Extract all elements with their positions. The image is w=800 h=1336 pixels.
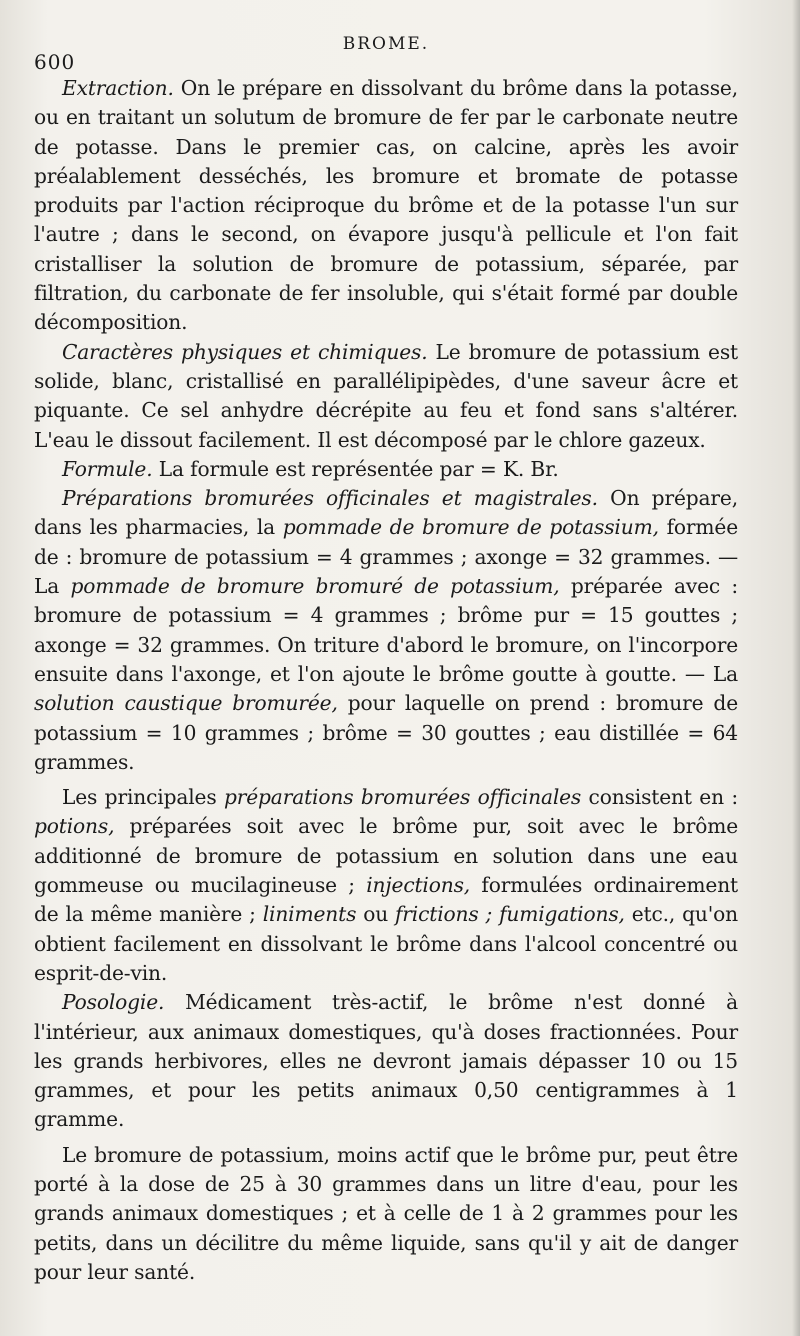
- paragraph-text: Le bromure de potassium est solide, blanc, cristallisé en parallélipipèdes, d'une saveur âcre et piquante. Ce sel anhydre décrépite au feu et fond sans s'altérer. L'eau le dissout facilement. Il est décomposé par le chlore gazeux.: [34, 339, 738, 452]
- paragraph-extraction: [34, 74, 738, 338]
- paragraph-text: Le bromure de potassium, moins actif que le brôme pur, peut être porté à la dose de 25 à 30 grammes dans un litre d'eau, pour les grands animaux domestiques ; et à celle de 1 à 2 grammes pour les petits, dans un décilitre du même liquide, sans qu'il y ait de danger pour leur santé.: [34, 1142, 738, 1284]
- italic-run: pommade de bromure bromuré de potassium,: [70, 574, 560, 599]
- text-run: On prépare, dans les pharmacies, la: [34, 486, 738, 540]
- running-head: [34, 28, 738, 74]
- paragraph-text: On le prépare en dissolvant du brôme dans la potasse, ou en traitant un solutum de bromure de fer par le carbonate neutre de potasse. Dans le premier cas, on calcine, après les avoir préalablement desséchés, les bromure et bromate de potasse produits par l'action réciproque du brôme et de la potasse l'un sur l'autre ; dans le second, on évapore jusqu'à pellicule et l'on fait cristalliser la solution de bromure de potassium, séparée, par filtration, du carbonate de fer insoluble, qui s'était formé par double décomposition.: [34, 76, 738, 335]
- running-title: BROME.: [342, 34, 430, 54]
- paragraph-caracteres: [34, 338, 738, 455]
- paragraph-posologie: [34, 988, 738, 1134]
- italic-run: injections,: [366, 873, 471, 898]
- paragraph-principales: [34, 783, 738, 988]
- italic-run: solution caustique bromurée,: [34, 691, 338, 716]
- text-run: ou: [356, 902, 395, 927]
- paragraph-lead: Préparations bromurées officinales et magistrales.: [62, 486, 598, 511]
- paragraph-bromure-dose: [34, 1141, 738, 1287]
- page-number: 600: [34, 50, 76, 74]
- text-run: Les principales: [62, 785, 224, 810]
- italic-run: liniments: [262, 902, 357, 927]
- paragraph-formule: [34, 455, 738, 484]
- italic-run: préparations bromurées officinales: [223, 785, 582, 810]
- italic-run: frictions ; fumigations,: [394, 902, 625, 927]
- text-run: formulées ordinairement de la même manière ;: [34, 873, 739, 927]
- paragraph-text: La formule est représentée par = K. Br.: [152, 456, 559, 481]
- text-run: etc., qu'on obtient facilement en dissolvant le brôme dans l'alcool concentré ou esprit-de-vin.: [34, 902, 738, 985]
- text-run: préparées soit avec le brôme pur, soit avec le brôme additionné de bromure de potassium en solution dans une eau gommeuse ou mucilagineuse ;: [34, 814, 738, 898]
- text-run: préparée avec : bromure de potassium = 4 grammes ; brôme pur = 15 gouttes ; axonge = 32 grammes. On triture d'abord le bromure, on l'incorpore ensuite dans l'axonge, et l'on ajoute le brôme goutte à goutte. — La: [34, 574, 738, 686]
- text-run: formée de : bromure de potassium = 4 grammes ; axonge = 32 grammes. — La: [34, 515, 738, 599]
- text-run: pour laquelle on prend : bromure de potassium = 10 grammes ; brôme = 30 gouttes ; eau distillée = 64 grammes.: [34, 691, 738, 774]
- text-run: consistent en :: [581, 785, 738, 810]
- italic-run: potions,: [34, 814, 115, 839]
- paragraph-text: Médicament très-actif, le brôme n'est donné à l'intérieur, aux animaux domestiques, qu'à doses fractionnées. Pour les grands herbivores, elles ne devront jamais dépasser 10 ou 15 grammes, et pour les petits animaux 0,50 centigrammes à 1 gramme.: [34, 990, 738, 1132]
- paragraph-lead: Posologie.: [62, 990, 165, 1015]
- paragraph-lead: Formule.: [62, 456, 153, 481]
- paragraph-lead: Caractères physiques et chimiques.: [62, 339, 428, 364]
- body-text: [34, 74, 738, 1287]
- paragraph-preparations: [34, 484, 738, 777]
- paragraph-lead: Extraction.: [62, 76, 174, 100]
- italic-run: pommade de bromure de potassium,: [282, 515, 659, 540]
